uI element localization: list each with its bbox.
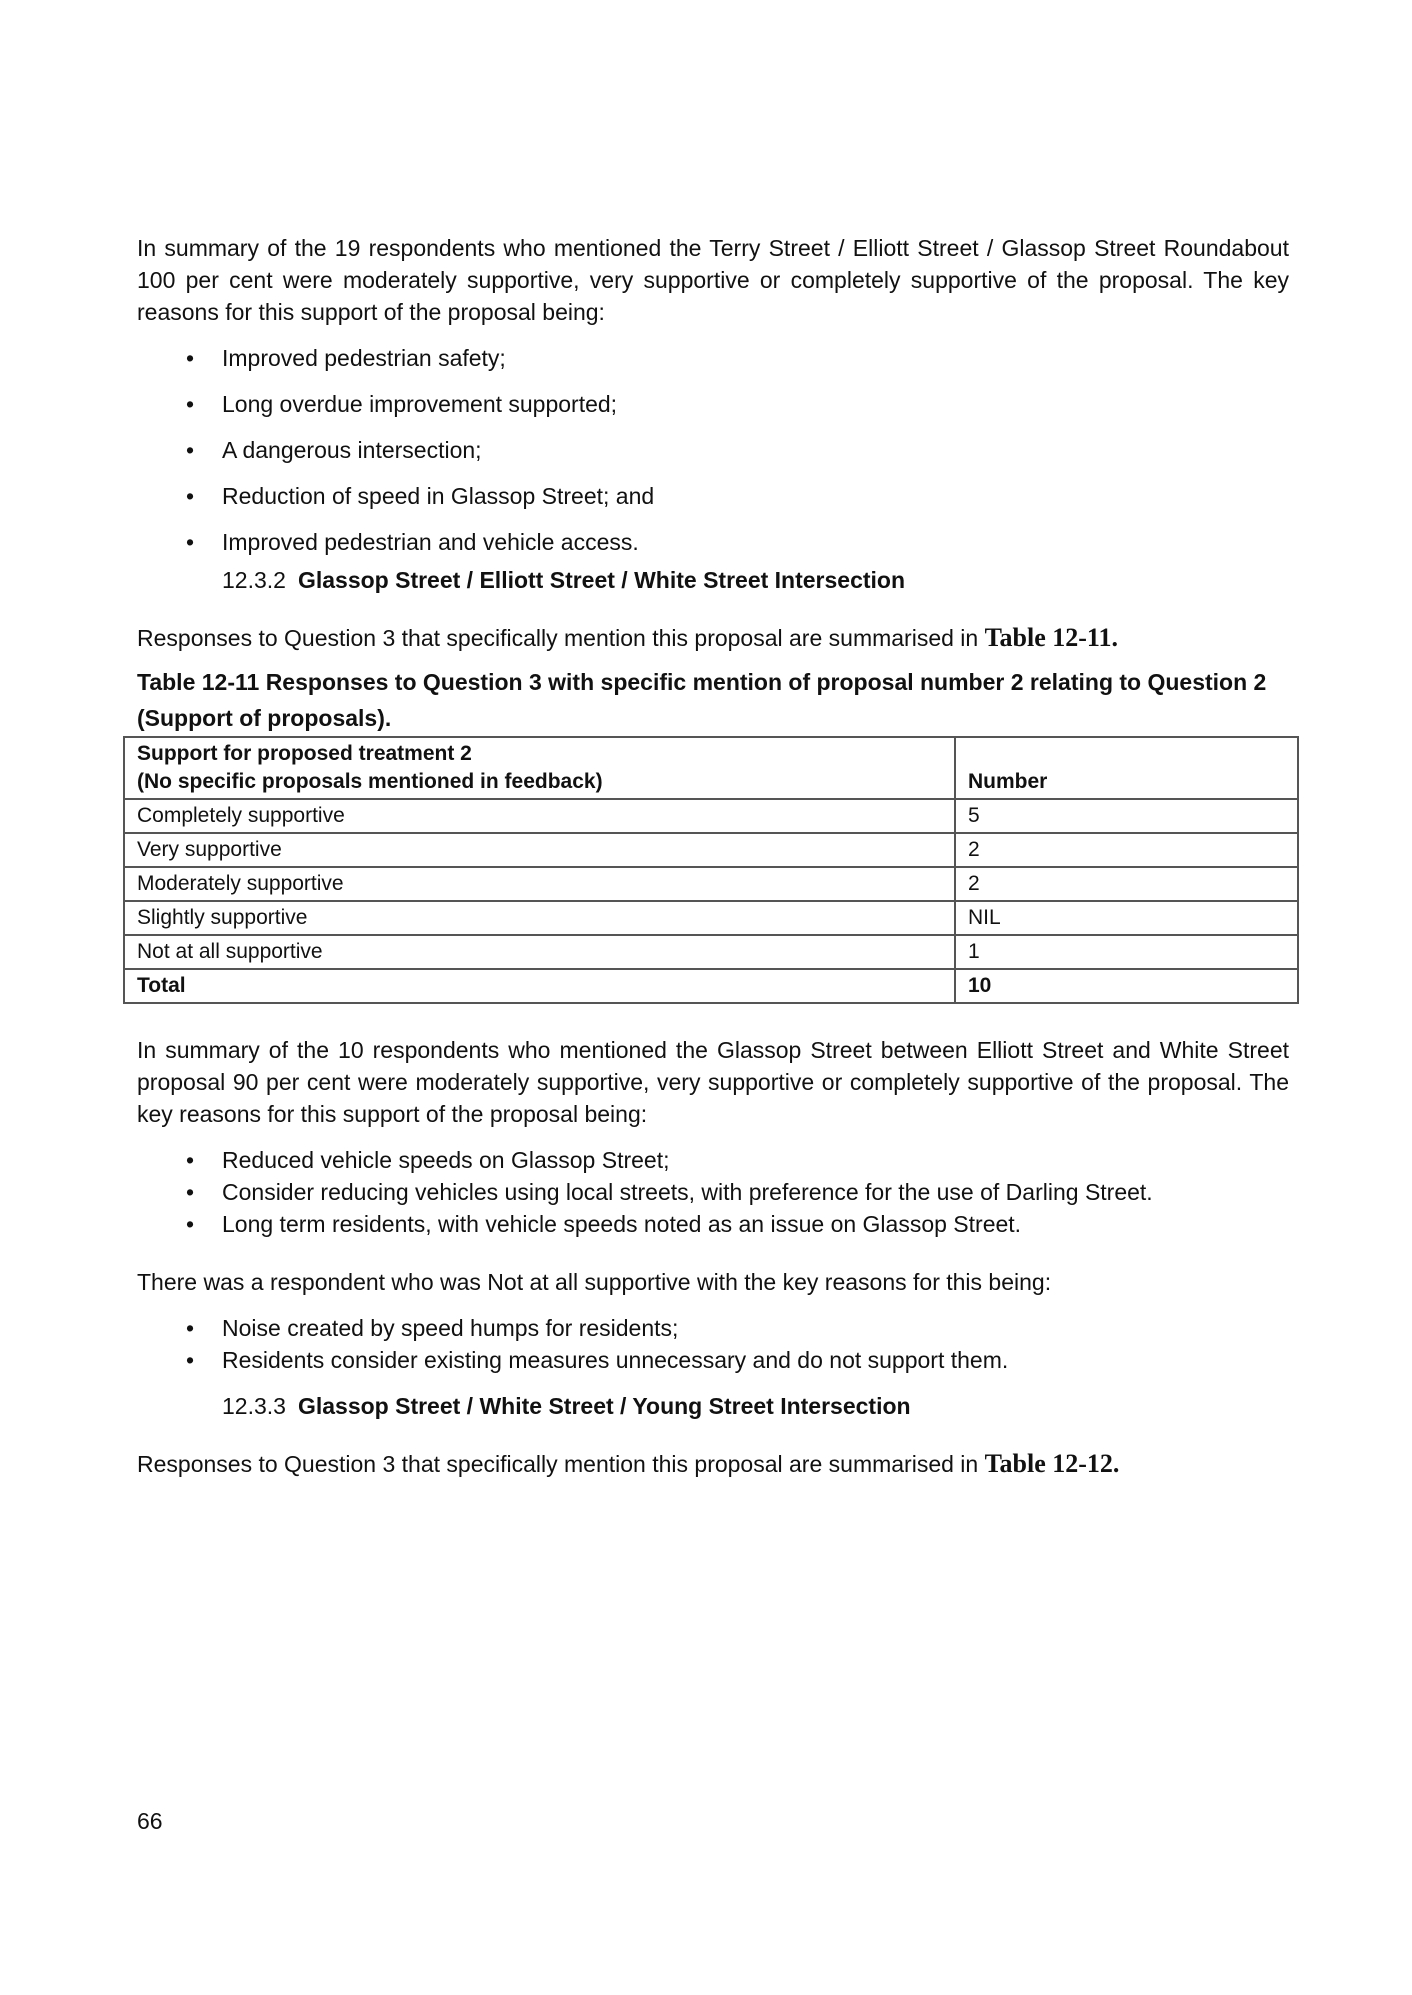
document-page [137, 232, 1289, 1480]
not-supportive-paragraph: There was a respondent who was Not at all supportive with the key reasons for this being: [137, 1269, 1052, 1295]
list-item: • Improved pedestrian and vehicle access. [137, 526, 1289, 558]
section-heading-12-3-3: 12.3.3 Glassop Street / White Street / Young Street Intersection [222, 1393, 911, 1419]
list-item: • Residents consider existing measures unnecessary and do not support them. [137, 1344, 1289, 1376]
table-row: Completely supportive 5 [124, 799, 1298, 833]
bullet-icon: • [185, 1147, 195, 1173]
table-row: Very supportive 2 [124, 833, 1298, 867]
bullet-icon: • [185, 1347, 195, 1373]
section-heading-12-3-2: 12.3.2 Glassop Street / Elliott Street / White Street Intersection [222, 567, 906, 593]
table-row: Not at all supportive 1 [124, 935, 1298, 969]
support-reasons-list [137, 342, 1289, 558]
table-header-row [124, 737, 1298, 799]
table-total-row: Total 10 [124, 969, 1298, 1003]
list-item: • Long overdue improvement supported; [137, 388, 1289, 420]
bullet-icon: • [185, 437, 195, 463]
not-supportive-reasons-list [137, 1312, 1289, 1376]
bullet-icon: • [185, 391, 195, 417]
list-item: • Improved pedestrian safety; [137, 342, 1289, 374]
summary-paragraph-roundabout: In summary of the 19 respondents who mentioned the Terry Street / Elliott Street / Glassop Street Roundabout 100 per cent were moderately supportive, very supportive or completely supportive of the proposal. The key reasons for this support of the proposal being: [137, 235, 1289, 325]
header-number-cell: Number [955, 737, 1298, 799]
list-item: • Reduction of speed in Glassop Street; and [137, 480, 1289, 512]
bullet-icon: • [185, 1315, 195, 1341]
bullet-icon: • [185, 483, 195, 509]
table-reference-link[interactable]: Table 12-11. [984, 623, 1118, 652]
bullet-icon: • [185, 1211, 195, 1237]
table-row: Moderately supportive 2 [124, 867, 1298, 901]
table-intro-paragraph: Responses to Question 3 that specifically mention this proposal are summarised in Table 12-11. [137, 623, 1118, 652]
list-item: • Long term residents, with vehicle speeds noted as an issue on Glassop Street. [137, 1208, 1289, 1240]
header-support-cell: Support for proposed treatment 2 (No specific proposals mentioned in feedback) [124, 737, 955, 799]
bullet-icon: • [185, 529, 195, 555]
table-caption: Table 12-11 Responses to Question 3 with specific mention of proposal number 2 relating to Question 2 (Support of proposals). [137, 669, 1267, 731]
glassop-reasons-list [137, 1144, 1289, 1240]
page-number: 66 [137, 1808, 163, 1834]
list-item: • Reduced vehicle speeds on Glassop Street; [137, 1144, 1289, 1176]
list-item: • A dangerous intersection; [137, 434, 1289, 466]
table-reference-link[interactable]: Table 12-12. [984, 1449, 1120, 1478]
responses-table [123, 736, 1299, 1004]
list-item: • Consider reducing vehicles using local streets, with preference for the use of Darling Street. [137, 1176, 1289, 1208]
table-row: Slightly supportive NIL [124, 901, 1298, 935]
table-intro-paragraph-2: Responses to Question 3 that specifically mention this proposal are summarised in Table 12-12. [137, 1449, 1120, 1478]
bullet-icon: • [185, 1179, 195, 1205]
bullet-icon: • [185, 345, 195, 371]
list-item: • Noise created by speed humps for residents; [137, 1312, 1289, 1344]
summary-paragraph-glassop: In summary of the 10 respondents who mentioned the Glassop Street between Elliott Street and White Street proposal 90 per cent were moderately supportive, very supportive or completely supportive of the proposal. The key reasons for this support of the proposal being: [137, 1037, 1289, 1127]
